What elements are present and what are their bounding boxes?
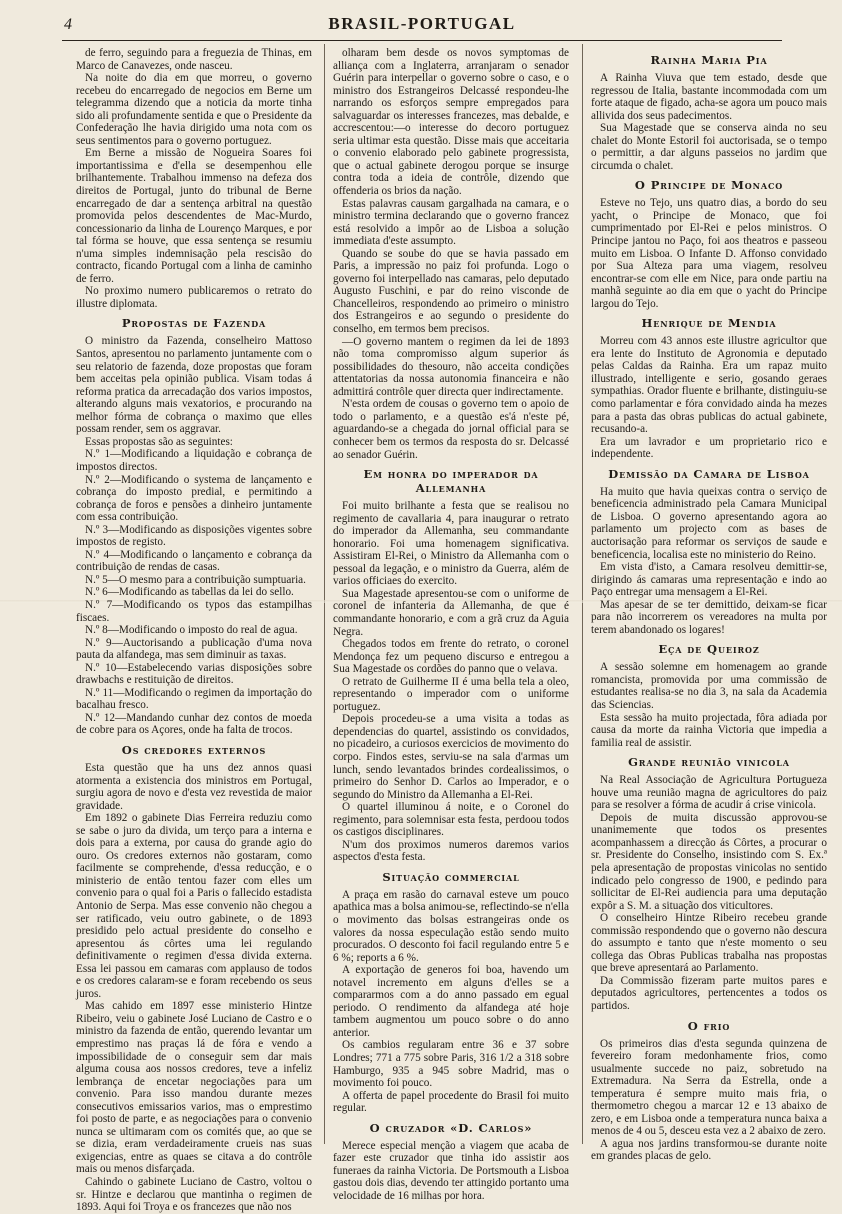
article-paragraph: O ministro da Fazenda, conselheiro Mattoso Santos, apresentou no parlamento juntamente com o seu relatorio de fazenda, doze propostas que foram bem acceitas pela opinião publica. Visam todas á reforma pratica da arrecadação dos varios impostos, alterando alguns mais vexatorios, e procurando na melhor fórma de cobrança o maximo que elles possam render, sem os aggravar.	[76, 335, 312, 436]
article-paragraph: Depois de muita discussão approvou-se unanimemente que todos os presentes acompanhassem a direcção ás Côrtes, a procurar o sr. Presidente do Conselho, insistindo com S. Ex.ª pela apresentação de propostas vinicolas no sentido indicado pelo congresso de 1900, e pedindo para sollicitar de El-Rei audiencia para uma deputação expôr a S. M. a situação dos viticultores.	[591, 811, 827, 912]
article-paragraph: Na noite do dia em que morreu, o governo recebeu do encarregado de negocios em Berne um telegramma dizendo que a noticia da morte tinha sido ali profundamente sentida e que o Presidente da Confederação lhe havia dirigido uma nota com os seus sentimentos para o governo portuguez.	[76, 72, 312, 147]
article-paragraph: No proximo numero publicaremos o retrato do illustre diplomata.	[76, 285, 312, 310]
masthead: BRASIL-PORTUGAL	[328, 14, 516, 33]
article-paragraph: N.º 11—Modificando o regimen da importação do bacalhau fresco.	[76, 686, 312, 712]
column-divider	[324, 44, 325, 1144]
article-paragraph: N'esta ordem de cousas o governo tem o apoio de todo o parlamento, e a questão es'á n'este pé, aguardando-se a chegada do jornal official para se conhecer bem os termos da resposta do sr. Delcassé ao senador Guérin.	[333, 398, 569, 461]
article-paragraph: O retrato de Guilherme II é uma bella tela a oleo, representando o imperador com o uniforme portuguez.	[333, 675, 569, 713]
column-2	[333, 47, 569, 1202]
article-paragraph: de ferro, seguindo para a freguezia de Thinas, em Marco de Canavezes, onde nasceu.	[76, 47, 312, 72]
article-paragraph: Mas cahido em 1897 esse ministerio Hintze Ribeiro, veiu o gabinete José Luciano de Castro e o ministro da fazenda de então, querendo levantar um emprestimo nas praças lá de fóra e vendo a impossibilidade de o conseguir sem dar mais alguma cousa aos nossos credores, teve a infeliz lembrança de encetar negociações para um convenio. Para isso mandou durante mezes consecutivos emissarios varios, mas o emprestimo foi posto de parte, e as negociações para o convenio nunca se ultimaram com os comités que, ao que se se dizia, eram verdadeiramente crueis nas suas exigencias, entre as quaes se citava a do contrôle mais ou menos disfarçada.	[76, 1000, 312, 1176]
article-paragraph: N.º 5—O mesmo para a contribuição sumptuaria.	[85, 573, 306, 586]
section-heading: Propostas de Fazenda	[121, 316, 267, 331]
article-paragraph: Os cambios regularam entre 36 e 37 sobre Londres; 771 a 775 sobre Paris, 316 1/2 a 318 sobre Hamburgo, 935 a 945 sobre Madrid, mas o movimento foi pouco.	[333, 1039, 569, 1090]
article-paragraph: Esteve no Tejo, uns quatro dias, a bordo do seu yacht, o Principe de Monaco, que foi cumprimentado por El-Rei e pelos ministros. O Principe jantou no Paço, foi aos theatros e passeou muito em Lisboa. O Infante D. Affonso convidado por Sua Alteza para uma viagem, resolveu encontrar-se com elle em Nice, para onde partiu na manhã seguinte ao dia em que o yacht do Principe largou do Tejo.	[591, 197, 827, 310]
section-heading: Eça de Queiroz	[658, 642, 760, 657]
section-heading: O frio	[687, 1018, 731, 1033]
article-paragraph: Esta sessão ha muito projectada, fôra adiada por causa da morte da rainha Victoria que impedia a familia real de assistir.	[591, 711, 827, 749]
article-paragraph: olharam bem desde os novos symptomas de alliança com a Inglaterra, arranjaram o senador Guérin para interpellar o governo sobre o caso, e o ministro dos Estrangeiros Delcassé respondeu-lhe narrando os esforços sempre empregados para salvaguardar os interesses francezes, mas debalde, e accrescentou:—o interesse do decoro portuguez seria ultimar esta questão. Disse mais que acceitaria o convenio elaborado pelo gabinete progressista, que o actual gabinete derogou porque se insurge contra toda a ideia de contrôle, dizendo que offenderia os brios da nação.	[333, 47, 569, 198]
column-3	[591, 47, 827, 1163]
article-paragraph: Mas apesar de se ter demittido, deixam-se ficar para não incorrerem os vereadores na multa por terem abandonado os logares!	[591, 598, 827, 636]
article-paragraph: A exportação de generos foi boa, havendo um notavel incremento em alguns d'elles se a compararmos com a do anno passado em egual periodo. O rendimento da alfandega até hoje tambem augmentou um pouco sobre o do anno anterior.	[333, 964, 569, 1039]
column-1	[76, 47, 312, 1214]
article-paragraph: Em 1892 o gabinete Dias Ferreira reduziu como se sabe o juro da divida, um terço para a interna e dois para a externa, por causa do grande agio do ouro. Os credores externos não gostaram, como facilmente se comprehende, d'essa reducção, e o ministerio de então tentou fazer com elles um convenio para o qual foi a Paris o fallecido estadista Antonio de Serpa. Mas esse convenio não chegou a ser ratificado, veiu outro gabinete, o de 1893 presidido pelo actual presidente do conselho e apresentou ás côrtes uma lei regulando definitivamente o regimen d'essa divida externa. Essa lei passou em camaras com applauso de todos e os credores calaram-se e foram recebendo os seus juros.	[76, 812, 312, 1000]
article-paragraph: N.º 9—Auctorisando a publicação d'uma nova pauta da alfandega, mas sem diminuir as taxas.	[76, 636, 312, 662]
section-heading: Em honra do imperador da Allemanha	[363, 467, 539, 496]
article-paragraph: N.º 12—Mandando cunhar dez contos de moeda de cobre para os Açores, onde ha falta de trocos.	[76, 711, 312, 737]
article-paragraph: Chegados todos em frente do retrato, o coronel Mendonça fez um pequeno discurso e entregou a Sua Magestade os cordões do panno que o velava.	[333, 638, 569, 676]
page-number: 4	[64, 16, 72, 33]
section-heading: Demissão da Camara de Lisboa	[608, 466, 810, 481]
article-paragraph: Os primeiros dias d'esta segunda quinzena de fevereiro foram medonhamente frios, como usualmente succede no paiz, sobretudo na Extremadura. Na Serra da Estrella, onde a temperatura é sempre muito mais fria, o thermometro chegou a marcar 12 e 13 abaixo de zero, e em Lisboa onde a temperatura nunca baixa a menos de 4 ou 5, desceu esta vez a 2 abaixo de zero.	[591, 1037, 827, 1138]
section-heading: Grande reunião vinicola	[628, 755, 790, 770]
article-paragraph: Essas propostas são as seguintes:	[85, 435, 233, 448]
article-paragraph: Em Berne a missão de Nogueira Soares foi importantissima e d'ella se desempenhou elle brilhantemente. Trabalhou immenso na defeza dos direitos de Portugal, junto do tribunal de Berne encarregado de dar a sentença arbitral na questão promovida pelos descendentes de Mac-Murdo, concessionario da linha de Lourenço Marques, e por tal fórma se houve, que essa sentença se resumiu n'uma simples indemnisação pela rescisão do contracto, ficando Portugal com a linha de caminho de ferro.	[76, 147, 312, 285]
article-paragraph: N.º 2—Modificando o systema de lançamento e cobrança do imposto predial, e permitindo a cobrança de foros e pensões a dinheiro juntamente com essa contribuição.	[76, 473, 312, 524]
article-paragraph: N.º 4—Modificando o lançamento e cobrança da contribuição de rendas de casas.	[76, 548, 312, 574]
article-paragraph: N.º 7—Modificando os typos das estampilhas fiscaes.	[76, 598, 312, 624]
article-paragraph: O quartel illuminou á noite, e o Coronel do regimento, para solemnisar esta festa, perdoou todos os castigos disciplinares.	[333, 801, 569, 839]
article-paragraph: N'um dos proximos numeros daremos varios aspectos d'esta festa.	[333, 838, 569, 864]
section-heading: Henrique de Mendia	[641, 316, 777, 331]
section-heading: O Principe de Monaco	[634, 178, 784, 193]
article-paragraph: Da Commissão fizeram parte muitos pares e deputados agricultores, pertencentes a todos os partidos.	[591, 974, 827, 1012]
article-paragraph: A Rainha Viuva que tem estado, desde que regressou de Italia, bastante incommodada com um forte ataque de figado, acha-se agora um pouco mais allivida dos seus padecimentos.	[591, 72, 827, 122]
article-paragraph: —O governo mantem o regimen da lei de 1893 não toma compromisso algum superior ás possibilidades do thesouro, não acceita condições attentatorias da nossa autonomia financeira e não admittirá contrôle quer directa quer indirectamente.	[333, 335, 569, 398]
article-paragraph: Era um lavrador e um proprietario rico e independente.	[591, 435, 827, 461]
article-paragraph: N.º 10—Estabelecendo varias disposições sobre drawbachs e restituição de direitos.	[76, 661, 312, 687]
article-paragraph: Depois procedeu-se a uma visita a todas as dependencias do quartel, assistindo os convidados, no picadeiro, a curiosos exercicios de movimento do corpo. Findos estes, serviu-se na sala d'armas um lunch, sendo levantados brindes cordealissimos, o primeiro do Senhor D. Carlos ao Imperador, e o segundo do Ministro da Allemanha a El-Rei.	[333, 713, 569, 801]
section-heading: Rainha Maria Pia	[650, 53, 768, 67]
article-paragraph: Merece especial menção a viagem que acaba de fazer este cruzador que tinha ido assistir aos funeraes da rainha Victoria. De Portsmouth a Lisboa gastou dois dias, devendo ter attingido portanto uma velocidade de 16 milhas por hora.	[333, 1139, 569, 1202]
article-paragraph: Ha muito que havia queixas contra o serviço de beneficencia administrado pela Camara Municipal de Lisboa. O governo apresentando agora ao parlamento um projecto com as bases de auctorisação para reformar os serviços de saude e beneficencia, localisa este no ministerio do Reino.	[591, 485, 827, 561]
article-paragraph: Cahindo o gabinete Luciano de Castro, voltou o sr. Hintze e declarou que mantinha o regimen de 1893. Aqui foi Troya e os francezes que não nos	[76, 1176, 312, 1214]
article-paragraph: Morreu com 43 annos este illustre agricultor que era lente do Instituto de Agronomia e deputado pelas Caldas da Rainha. Era um rapaz muito illustrado, intelligente e serio, gosando geraes sympathias. Orador fluente e brilhante, distinguiu-se como parlamentar e fóra convidado ainda ha mezes para a pasta das obras publicas do actual gabinete, recusando-a.	[591, 335, 827, 436]
article-paragraph: N.º 1—Modificando a liquidação e cobrança de impostos directos.	[76, 448, 312, 473]
page-header	[62, 14, 782, 38]
article-paragraph: Estas palavras causam gargalhada na camara, e o ministro termina declarando que o governo francez está resolvido a impôr ao de Lisboa a solução immediata d'este assumpto.	[333, 197, 569, 248]
article-paragraph: A praça em rasão do carnaval esteve um pouco apathica mas a bolsa animou-se, reflectindo-se n'ella o movimento das bolsas estrangeiras onde os valores da nossa especulação estão sendo muito procurados. O desconto foi facil regulando entre 5 e 6 %; reports a 6 %.	[333, 888, 569, 964]
header-rule	[62, 40, 782, 41]
section-heading: Situação commercial	[382, 869, 520, 884]
section-heading: Os credores externos	[121, 742, 267, 757]
article-paragraph: Sua Magestade que se conserva ainda no seu chalet do Monte Estoril foi auctorisada, se o tempo o permittir, a dar alguns passeios no jardim que circumda o chalet.	[591, 122, 827, 172]
article-paragraph: N.º 8—Modificando o imposto do real de agua.	[85, 624, 298, 637]
article-paragraph: N.º 6—Modificando as tabellas da lei do sello.	[85, 586, 294, 599]
article-paragraph: N.º 3—Modificando as disposições vigentes sobre impostos de registo.	[76, 523, 312, 549]
section-heading: O cruzador «D. Carlos»	[369, 1120, 533, 1135]
article-paragraph: Quando se soube do que se havia passado em Paris, a impressão no paiz foi profunda. Logo o governo foi interpellado nas camaras, pelo deputado Augusto Fuschini, e par do reino visconde de Chancelleiros, respondendo ao primeiro o ministro dos Estrangeiros e ao segundo o presidente do conselho, em termos bem precisos.	[333, 247, 569, 336]
article-paragraph: O conselheiro Hintze Ribeiro recebeu grande commissão respondendo que o governo não descura do assumpto e tanto que n'este momento o seu collega das Obras Publicas trabalha nas propostas que breve apresentará ao Parlamento.	[591, 912, 827, 975]
article-paragraph: A sessão solemne em homenagem ao grande romancista, promovida por uma commissão de estudantes realisa-se no dia 3, na sala da Academia das Sciencias.	[591, 661, 827, 711]
article-paragraph: A offerta de papel procedente do Brasil foi muito regular.	[333, 1089, 569, 1115]
article-paragraph: Foi muito brilhante a festa que se realisou no regimento de cavallaria 4, para inaugurar o retrato do imperador da Allemanha, seu commandante honorario. Foi uma homenagem significativa. Assistiram El-Rei, o Ministro da Allemanha com o pessoal da legação, e o ministro da Guerra, além de varios officiaes do exercito.	[333, 500, 569, 588]
article-paragraph: Esta questão que ha uns dez annos quasi atormenta a existencia dos ministros em Portugal, surgiu agora de novo e d'esta vez revestida de maior gravidade.	[76, 761, 312, 812]
article-paragraph: Sua Magestade apresentou-se com o uniforme de coronel de infanteria da Allemanha, de que é commandante honorario, e com a grã cruz da Aguia Negra.	[333, 587, 569, 638]
article-paragraph: Em vista d'isto, a Camara resolveu demittir-se, dirigindo ás camaras uma representação e indo ao Paço entregar uma mensagem a El-Rei.	[591, 561, 827, 599]
article-paragraph: A agua nos jardins transformou-se durante noite em grandes placas de gelo.	[591, 1137, 827, 1163]
column-divider	[582, 44, 583, 1144]
article-paragraph: Na Real Associação de Agricultura Portugueza houve uma reunião magna de agricultores do paiz para se resolver a fórma de acudir á crise vinicola.	[591, 774, 827, 812]
